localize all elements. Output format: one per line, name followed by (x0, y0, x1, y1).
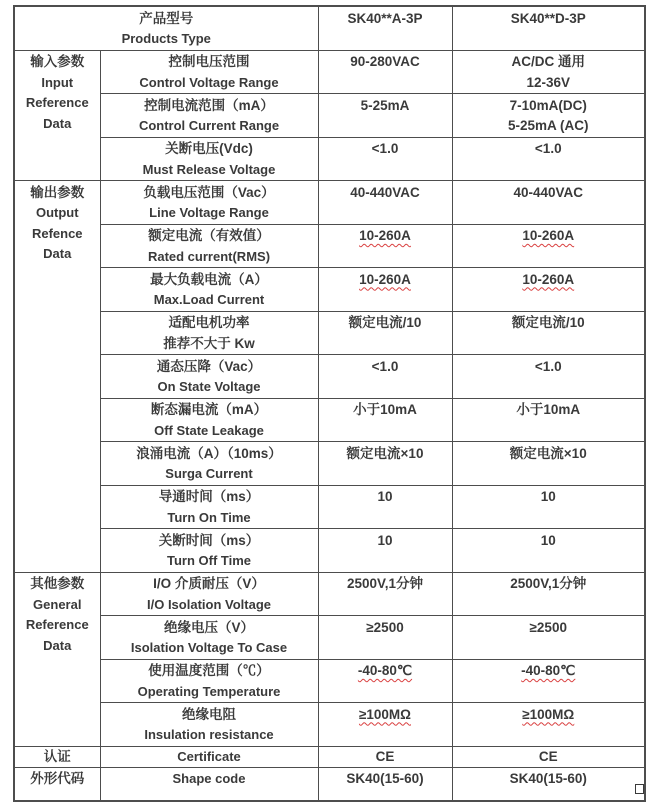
shape-value-d: SK40(15-60) (452, 767, 645, 801)
param-label-cell: 控制电压范围 Control Voltage Range (100, 50, 318, 94)
products-type-zh: 产品型号 (139, 10, 194, 26)
value-cell-d: 40-440VAC (452, 181, 645, 225)
value-cell-a: <1.0 (318, 137, 452, 181)
value-cell-d: ≥2500 (452, 616, 645, 660)
param-label-cell: 额定电流（有效值） Rated current(RMS) (100, 224, 318, 268)
value-cell-d: 2500V,1分钟 (452, 572, 645, 616)
table-row (14, 572, 645, 616)
certificate-value-d: CE (452, 746, 645, 767)
param-label-cell: 关断电压(Vdc) Must Release Voltage (100, 137, 318, 181)
value-cell-a: 额定电流/10 (318, 311, 452, 355)
value-cell-d: 10 (452, 529, 645, 573)
value-cell-d: 10-260A (452, 224, 645, 268)
value-cell-a: 40-440VAC (318, 181, 452, 225)
table-row (14, 616, 645, 660)
table-row (14, 355, 645, 399)
table-header-row (14, 6, 645, 50)
value-cell-a: ≥100MΩ (318, 703, 452, 747)
value-cell-a: <1.0 (318, 355, 452, 399)
shape-en-cell: Shape code (100, 767, 318, 801)
model-d-label: SK40**D-3P (510, 10, 586, 26)
param-label-cell: 断态漏电流（mA） Off State Leakage (100, 398, 318, 442)
value-cell-d: 10 (452, 485, 645, 529)
param-label-cell: 负载电压范围（Vac） Line Voltage Range (100, 181, 318, 225)
section-cell-general: 其他参数 General Reference Data (14, 572, 100, 746)
value-cell-d: 7-10mA(DC) 5-25mA (AC) (452, 94, 645, 138)
table-row (14, 703, 645, 747)
certificate-value-a: CE (318, 746, 452, 767)
section-input-zh: 输入参数 (30, 54, 85, 69)
table-row (14, 659, 645, 703)
value-cell-d: 10-260A (452, 268, 645, 312)
value-cell-d: AC/DC 通用 12-36V (452, 50, 645, 94)
value-cell-a: 90-280VAC (318, 50, 452, 94)
table-row (14, 94, 645, 138)
table-resize-handle-icon (635, 784, 644, 794)
value-cell-d: <1.0 (452, 137, 645, 181)
value-cell-d: 额定电流/10 (452, 311, 645, 355)
value-cell-a: 10-260A (318, 268, 452, 312)
shape-value-a: SK40(15-60) (318, 767, 452, 801)
param-label-cell: 绝缘电阻 Insulation resistance (100, 703, 318, 747)
value-cell-d: ≥100MΩ (452, 703, 645, 747)
products-type-header-cell (14, 6, 318, 50)
value-cell-d: 额定电流×10 (452, 442, 645, 486)
table-row (14, 137, 645, 181)
value-cell-a: 5-25mA (318, 94, 452, 138)
section-output-zh: 输出参数 (30, 184, 85, 200)
table-row (14, 442, 645, 486)
value-cell-d: <1.0 (452, 355, 645, 399)
value-cell-d: -40-80℃ (452, 659, 645, 703)
shape-zh-cell: 外形代码 (14, 767, 100, 801)
param-label-cell: 最大负载电流（A） Max.Load Current (100, 268, 318, 312)
model-a-header-cell (318, 6, 452, 50)
value-cell-a: 10-260A (318, 224, 452, 268)
param-label-cell: 导通时间（ms） Turn On Time (100, 485, 318, 529)
table-row (14, 398, 645, 442)
param-label-cell: 浪涌电流（A）（10ms） Surga Current (100, 442, 318, 486)
param-label-cell: 通态压降（Vac） On State Voltage (100, 355, 318, 399)
table-row (14, 311, 645, 355)
table-row (14, 50, 645, 94)
table-row (14, 224, 645, 268)
param-label-cell: 控制电流范围（mA） Control Current Range (100, 94, 318, 138)
table-row (14, 268, 645, 312)
param-label-cell: 关断时间（ms） Turn Off Time (100, 529, 318, 573)
value-cell-a: -40-80℃ (318, 659, 452, 703)
value-cell-a: 小于10mA (318, 398, 452, 442)
section-general-zh: 其他参数 (30, 576, 85, 591)
model-a-label: SK40**A-3P (347, 10, 423, 26)
value-cell-a: 额定电流×10 (318, 442, 452, 486)
products-type-en: Products Type (121, 31, 211, 46)
section-cell-output: 输出参数 Output Refence Data (14, 181, 100, 573)
table-row (14, 181, 645, 225)
spec-table (13, 5, 646, 802)
shape-code-row (14, 767, 645, 801)
value-cell-a: 2500V,1分钟 (318, 572, 452, 616)
certificate-zh-cell: 认证 (14, 746, 100, 767)
value-cell-a: 10 (318, 529, 452, 573)
table-row (14, 529, 645, 573)
param-label-cell: 使用温度范围（℃） Operating Temperature (100, 659, 318, 703)
param-label-cell: 绝缘电压（V） Isolation Voltage To Case (100, 616, 318, 660)
param-label-cell: 适配电机功率 推荐不大于 Kw (100, 311, 318, 355)
value-cell-a: ≥2500 (318, 616, 452, 660)
certificate-en-cell: Certificate (100, 746, 318, 767)
certificate-row (14, 746, 645, 767)
value-cell-a: 10 (318, 485, 452, 529)
param-label-cell: I/O 介质耐压（V） I/O Isolation Voltage (100, 572, 318, 616)
section-cell-input: 输入参数 Input Reference Data (14, 50, 100, 181)
value-cell-d: 小于10mA (452, 398, 645, 442)
model-d-header-cell (452, 6, 645, 50)
table-row (14, 485, 645, 529)
